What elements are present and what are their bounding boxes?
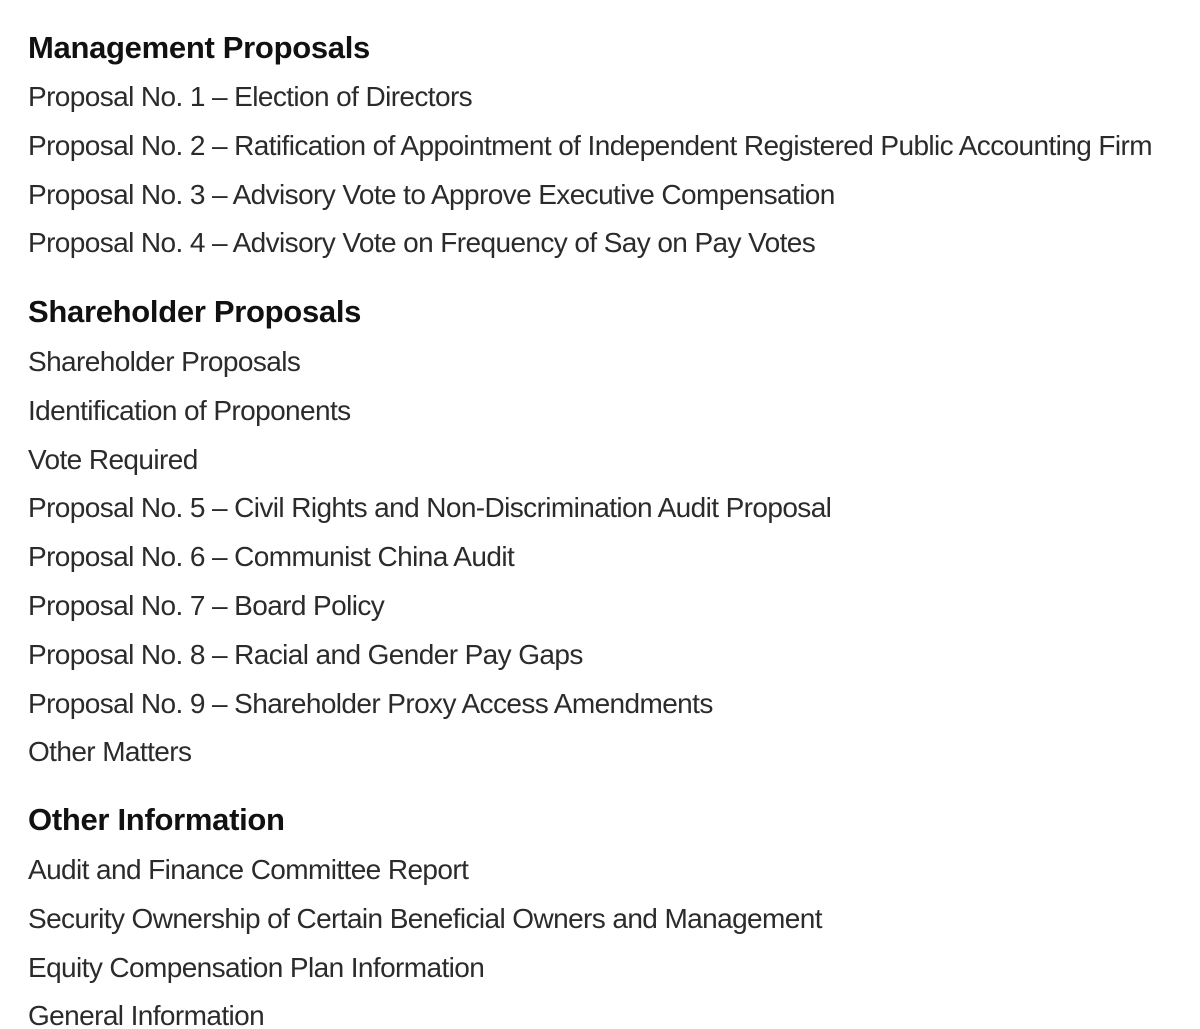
toc-link-label: Identification of Proponents: [28, 394, 351, 426]
toc-link-label: Vote Required: [28, 443, 198, 475]
toc-link-proposal-1[interactable]: [28, 73, 1200, 122]
toc-link-label: Proposal No. 3 – Advisory Vote to Approve Executive Compensation: [28, 178, 835, 210]
section-heading: Management Proposals: [28, 30, 370, 65]
toc-link-proposal-2[interactable]: [28, 122, 1200, 171]
toc-link-proposal-4[interactable]: [28, 219, 1200, 268]
toc-list: [28, 73, 1200, 268]
toc-link-label: Equity Compensation Plan Information: [28, 951, 485, 983]
toc-link-label: Proposal No. 5 – Civil Rights and Non-Discrimination Audit Proposal: [28, 492, 832, 524]
toc-link-audit-finance-committee-report[interactable]: [28, 846, 1200, 895]
toc-link-label: Shareholder Proposals: [28, 346, 301, 377]
toc-link-other-matters[interactable]: [28, 728, 1200, 777]
toc-link-label: Proposal No. 7 – Board Policy: [28, 589, 385, 621]
toc-link-security-ownership[interactable]: [28, 895, 1200, 944]
management-proposals-section: [28, 28, 1200, 268]
toc-link-proposal-8[interactable]: [28, 631, 1200, 680]
toc-link-general-information[interactable]: [28, 992, 1200, 1029]
toc-link-proposal-9[interactable]: [28, 680, 1200, 729]
toc-link-equity-compensation-plan[interactable]: [28, 944, 1200, 993]
toc-link-label: Proposal No. 6 – Communist China Audit: [28, 541, 515, 573]
other-information-section: [28, 800, 1200, 1029]
toc-link-proposal-6[interactable]: [28, 533, 1200, 582]
toc-link-label: Proposal No. 1 – Election of Directors: [28, 81, 473, 112]
toc-link-proposal-3[interactable]: [28, 171, 1200, 220]
toc-link-proposal-7[interactable]: [28, 582, 1200, 631]
toc-link-label: Other Matters: [28, 736, 192, 768]
toc-link-vote-required[interactable]: [28, 436, 1200, 485]
toc-link-label: Security Ownership of Certain Beneficial Owners and Management: [28, 902, 822, 934]
toc-link-shareholder-proposals[interactable]: [28, 338, 1200, 387]
toc-link-label: Proposal No. 8 – Racial and Gender Pay Gaps: [28, 638, 583, 670]
toc-list: [28, 338, 1200, 777]
section-heading: Shareholder Proposals: [28, 294, 362, 329]
toc-link-label: Proposal No. 9 – Shareholder Proxy Access Amendments: [28, 687, 713, 719]
toc-list: [28, 846, 1200, 1029]
toc-link-label: Audit and Finance Committee Report: [28, 854, 469, 885]
section-heading: Other Information: [28, 802, 285, 837]
toc-link-proposal-5[interactable]: [28, 484, 1200, 533]
toc-link-label: Proposal No. 2 – Ratification of Appointment of Independent Registered Public Accounting Firm: [28, 129, 1153, 161]
toc-link-label: General Information: [28, 1000, 265, 1029]
toc-link-identification-of-proponents[interactable]: [28, 387, 1200, 436]
toc-link-label: Proposal No. 4 – Advisory Vote on Frequency of Say on Pay Votes: [28, 227, 816, 259]
shareholder-proposals-section: [28, 292, 1200, 777]
